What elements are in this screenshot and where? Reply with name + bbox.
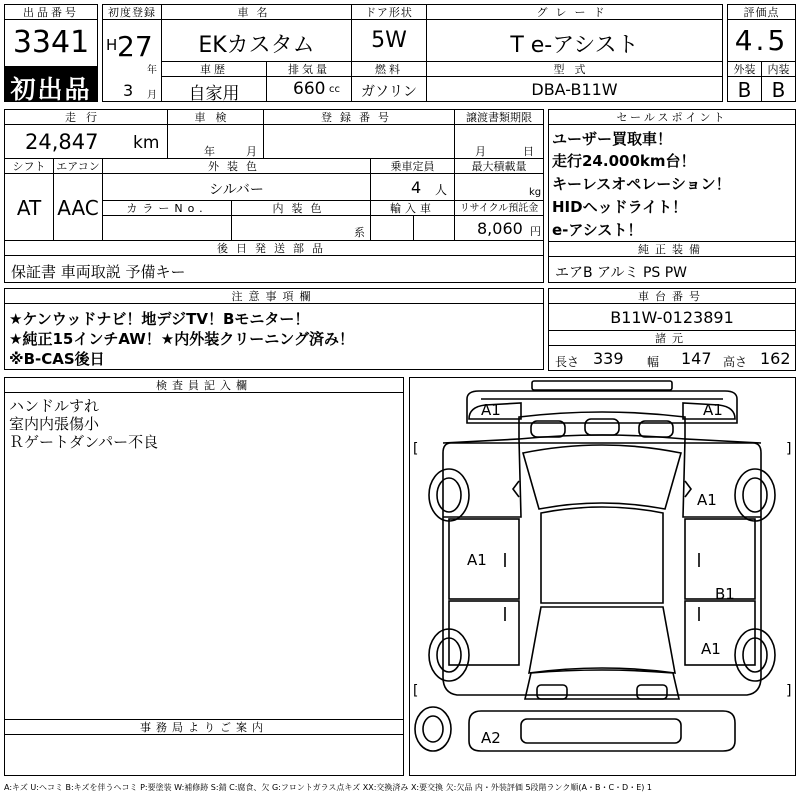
lot-number: 3341 xyxy=(12,25,90,60)
chassis-number-cell xyxy=(548,303,796,331)
aircon-label: エアコン xyxy=(53,158,103,174)
office-notice-cell xyxy=(4,734,404,776)
inspector-line: ハンドルすれ xyxy=(9,397,100,415)
car-name-cell xyxy=(161,19,352,62)
rating-cell xyxy=(727,19,796,62)
mark-left-door: A1 xyxy=(467,551,487,569)
first-listing-badge: 初出品 xyxy=(4,66,98,102)
note-line: ※B-CAS後日 xyxy=(9,350,105,368)
max-load-label: 最大積載量 xyxy=(454,158,544,174)
history-label: 車歴 xyxy=(161,61,267,77)
lot-number-label: 出品番号 xyxy=(4,4,98,20)
interior-grade: B xyxy=(771,78,786,102)
interior-color-cell xyxy=(231,215,371,241)
mileage-cell xyxy=(4,124,168,159)
chassis-number-label: 車台番号 xyxy=(548,288,796,304)
fuel-cell xyxy=(351,76,427,102)
inspection-cell: 年 月 xyxy=(167,124,264,159)
door-label: ドア形状 xyxy=(351,4,427,20)
displacement-cell xyxy=(266,76,352,102)
first-reg-year: 27 xyxy=(117,30,153,63)
mark-front-right: A1 xyxy=(703,401,723,419)
note-line: ★純正15インチAW！★内外装クリーニング済み！ xyxy=(9,330,354,348)
capacity-label: 乗車定員 xyxy=(370,158,455,174)
mark-front-left: A1 xyxy=(481,401,501,419)
year-unit: 年 xyxy=(147,65,157,76)
rating-label: 評価点 xyxy=(727,4,796,20)
bracket-left-front: [ xyxy=(411,441,420,457)
deferred-parts: 保証書 車両取説 予備キー xyxy=(11,263,186,281)
import-label: 輸入車 xyxy=(370,200,455,216)
rating-value: 4.5 xyxy=(734,24,789,57)
length-label: 長さ xyxy=(555,355,580,369)
color-number-label: カラーNo. xyxy=(102,200,232,216)
rear-bumper-shape xyxy=(469,711,735,751)
first-registration-label: 初度登録 xyxy=(102,4,162,20)
color-number-cell xyxy=(102,215,232,241)
exterior-grade-cell xyxy=(727,76,762,102)
windshield-shape xyxy=(523,445,681,509)
import-cell-b xyxy=(413,215,455,241)
displacement-unit: cc xyxy=(329,84,340,95)
exterior-color-cell xyxy=(102,173,371,201)
mark-right-rear-fender: A1 xyxy=(701,640,721,658)
mileage-unit: km xyxy=(133,133,160,153)
recycle-label: リサイクル預託金 xyxy=(454,200,544,216)
shift-cell xyxy=(4,173,54,241)
length-value: 339 xyxy=(593,349,624,368)
interior-color-label: 内装色 xyxy=(231,200,371,216)
car-name: EKカスタム xyxy=(198,33,315,58)
recycle-value: 8,060 xyxy=(477,219,523,238)
sales-points-cell xyxy=(548,124,796,242)
shift-label: シフト xyxy=(4,158,54,174)
grade-cell xyxy=(426,19,723,62)
dimensions-cell xyxy=(548,345,796,371)
lot-number-cell xyxy=(4,19,98,67)
bracket-left-rear: [ xyxy=(411,683,420,699)
interior-label: 内装 xyxy=(761,61,796,77)
capacity-unit: 人 xyxy=(435,183,448,197)
sales-point-line: e-アシスト！ xyxy=(552,221,643,239)
model-code-label: 型式 xyxy=(426,61,723,77)
fuel-label: 燃料 xyxy=(351,61,427,77)
history-value: 自家用 xyxy=(188,84,240,102)
genuine-equipment-label: 純正装備 xyxy=(548,241,796,257)
inspector-line: Ｒゲートダンパー不良 xyxy=(9,433,159,451)
chassis-number: B11W-0123891 xyxy=(610,308,734,327)
model-code: DBA-B11W xyxy=(531,80,618,99)
history-cell xyxy=(161,76,267,102)
note-line: ★ケンウッドナビ！地デジTV！Bモニター！ xyxy=(9,310,310,328)
mileage-label: 走行 xyxy=(4,109,168,125)
sales-point-line: HIDヘッドライト！ xyxy=(552,198,688,216)
registration-number-label: 登録番号 xyxy=(263,109,455,125)
inspector-notes-cell xyxy=(4,392,404,720)
width-label: 幅 xyxy=(647,355,660,369)
deferred-parts-label: 後日発送部品 xyxy=(4,240,544,256)
model-code-cell xyxy=(426,76,723,102)
inspector-notes-label: 検査員記入欄 xyxy=(4,377,404,393)
car-diagram xyxy=(409,377,796,776)
car-name-label: 車名 xyxy=(161,4,352,20)
bracket-right-front: ] xyxy=(785,441,794,457)
inspection-label: 車検 xyxy=(167,109,264,125)
displacement-label: 排気量 xyxy=(266,61,352,77)
era-letter: H xyxy=(106,36,118,54)
mark-right-rear-door: B1 xyxy=(715,585,735,603)
sales-point-line: 走行24.000km台！ xyxy=(552,152,696,170)
mark-rear: A2 xyxy=(481,729,501,747)
notes-label: 注意事項欄 xyxy=(4,288,544,304)
dimensions-label: 諸元 xyxy=(548,330,796,346)
first-reg-month: 3 xyxy=(123,81,134,100)
height-value: 162 xyxy=(760,349,791,368)
notes-cell xyxy=(4,303,544,370)
exterior-color: シルバー xyxy=(209,182,264,198)
grade-label: グレード xyxy=(426,4,723,20)
mileage-value: 24,847 xyxy=(25,130,99,154)
recycle-cell xyxy=(454,215,544,241)
office-notice-label: 事務局よりご案内 xyxy=(4,719,404,735)
interior-color-suffix: 系 xyxy=(354,226,365,239)
mark-right-front-fender: A1 xyxy=(697,491,717,509)
front-bumper-shape xyxy=(532,381,672,390)
max-load-cell xyxy=(454,173,544,201)
sales-points-label: セールスポイント xyxy=(548,109,796,125)
interior-grade-cell xyxy=(761,76,796,102)
sales-point-line: ユーザー買取車！ xyxy=(552,130,673,148)
height-label: 高さ xyxy=(723,355,748,369)
shift-value: AT xyxy=(16,196,42,220)
inspector-line: 室内内張傷小 xyxy=(9,415,100,433)
sales-point-line: キーレスオペレーション！ xyxy=(552,175,731,193)
recycle-unit: 円 xyxy=(530,225,541,238)
month-unit: 月 xyxy=(147,90,157,101)
genuine-equipment: エアB アルミ PS PW xyxy=(555,265,688,281)
registration-number-cell xyxy=(263,124,455,159)
genuine-equipment-cell xyxy=(548,256,796,283)
door-value: 5W xyxy=(371,28,407,53)
width-value: 147 xyxy=(681,349,712,368)
fuel-value: ガソリン xyxy=(361,84,417,100)
transfer-deadline-cell: 月 日 xyxy=(454,124,544,159)
rear-window-shape xyxy=(529,607,675,673)
legend: A:キズ U:ヘコミ B:キズを伴うヘコミ P:要塗装 W:補修跡 S:錆 C:腐食、欠 G:フロントガラス点キズ XX:交換済み X:要交換 欠:欠品 内・外装評価 5段階ランク順(A・B・C・D・E) 1 xyxy=(4,783,653,792)
grade-value: T e-アシスト xyxy=(510,33,639,58)
aircon-value: AAC xyxy=(57,196,99,220)
max-load-unit: kg xyxy=(529,187,542,198)
deferred-parts-cell xyxy=(4,255,544,283)
aircon-cell xyxy=(53,173,103,241)
exterior-label: 外装 xyxy=(727,61,762,77)
first-registration-cell xyxy=(102,19,162,102)
bracket-right-rear: ] xyxy=(785,683,794,699)
import-cell-a xyxy=(370,215,414,241)
capacity-cell xyxy=(370,173,455,201)
roof-shape xyxy=(541,507,663,603)
exterior-grade: B xyxy=(737,78,752,102)
transfer-deadline-label: 譲渡書類期限 xyxy=(454,109,544,125)
capacity-value: 4 xyxy=(411,178,422,197)
exterior-color-label: 外装色 xyxy=(102,158,371,174)
door-cell xyxy=(351,19,427,62)
displacement-value: 660 xyxy=(293,79,326,99)
